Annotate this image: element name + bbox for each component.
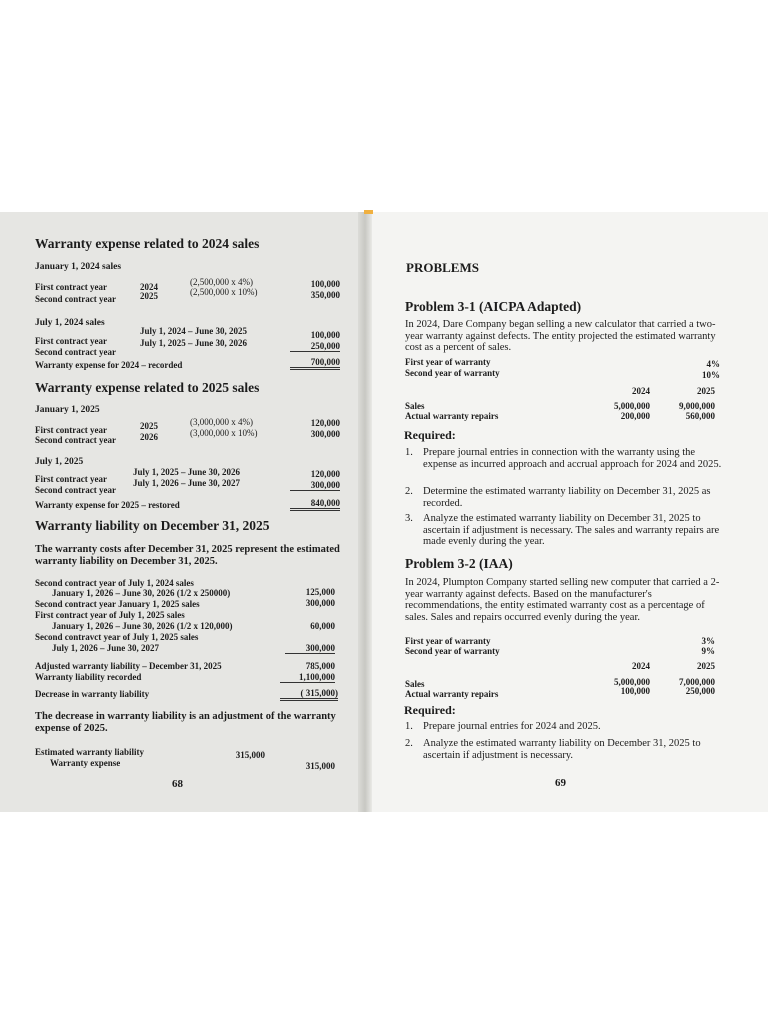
row-label: First contract year	[35, 474, 107, 484]
row-amount: 120,000	[310, 469, 340, 479]
entry-credit-account: Warranty expense	[50, 758, 121, 768]
total-2024-label: Warranty expense for 2024 – recorded	[35, 360, 183, 370]
table-cell: 100,000	[620, 686, 650, 696]
table-cell: 200,000	[620, 411, 650, 421]
jul-2024-sales-label: July 1, 2024 sales	[35, 318, 105, 328]
problem-3-1-title: Problem 3-1 (AICPA Adapted)	[405, 299, 582, 314]
row-year: 2025	[140, 291, 158, 301]
rate-value: 4%	[706, 359, 720, 369]
table-cell: 9,000,000	[679, 401, 715, 411]
req-number: 1.	[405, 447, 413, 458]
adjusted-liability-amount: 785,000	[305, 661, 335, 671]
liability-amount: 125,000	[305, 587, 335, 597]
jan-2025-label: January 1, 2025	[35, 405, 100, 415]
row-label: Second contract year	[35, 347, 116, 357]
column-header-2024: 2024	[632, 386, 650, 396]
column-header-2025: 2025	[697, 386, 715, 396]
row-label: Second contract year	[35, 294, 116, 304]
req-number: 2.	[405, 738, 413, 749]
table-row-label: Actual warranty repairs	[405, 689, 499, 699]
table-cell: 5,000,000	[614, 677, 650, 687]
liability-row: July 1, 2026 – June 30, 2027	[52, 643, 160, 653]
row-label: First contract year	[35, 282, 107, 292]
section-title-liability: Warranty liability on December 31, 2025	[35, 518, 270, 533]
requirement-text: Prepare journal entries for 2024 and 2025.	[423, 721, 601, 732]
row-label: First contract year	[35, 425, 107, 435]
row-calc: (2,500,000 x 4%)	[190, 277, 253, 287]
row-calc: (3,000,000 x 4%)	[190, 417, 253, 427]
jan-2024-sales-label: January 1, 2024 sales	[35, 262, 122, 272]
liability-amount: 300,000	[305, 598, 335, 608]
row-period: July 1, 2024 – June 30, 2025	[140, 326, 248, 336]
decrease-liability-label: Decrease in warranty liability	[35, 689, 150, 699]
row-period: July 1, 2026 – June 30, 2027	[133, 478, 241, 488]
jul-2025-label: July 1, 2025	[35, 457, 84, 467]
row-label: Second contract year	[35, 435, 116, 445]
adjusted-liability-label: Adjusted warranty liability – December 31, 2025	[35, 661, 222, 671]
rate-label: First year of warranty	[405, 357, 491, 367]
row-year: 2024	[140, 282, 158, 292]
req-number: 1.	[405, 721, 413, 732]
rate-label: Second year of warranty	[405, 646, 500, 656]
liability-paragraph: The warranty costs after December 31, 2025 represent the estimated warranty liability on December 31, 2025.	[35, 544, 340, 567]
row-calc: (2,500,000 x 10%)	[190, 287, 258, 297]
row-period: July 1, 2025 – June 30, 2026	[140, 338, 248, 348]
row-calc: (3,000,000 x 10%)	[190, 428, 258, 438]
total-2024-amount: 700,000	[290, 357, 340, 370]
row-amount: 100,000	[310, 330, 340, 340]
rate-value: 9%	[701, 646, 715, 656]
liability-row: Second contract year of July 1, 2024 sales	[35, 578, 194, 588]
decrease-paragraph: The decrease in warranty liability is an adjustment of the warranty expense of 2025.	[35, 711, 336, 734]
row-amount: 300,000	[290, 480, 340, 491]
liability-amount: 300,000	[285, 643, 335, 654]
row-amount: 350,000	[310, 290, 340, 300]
row-year: 2026	[140, 432, 158, 442]
requirement-text: Prepare journal entries in connection with the warranty using the expense as incurred approach and accrual approach for 2024 and 2025.	[423, 447, 722, 470]
row-amount: 250,000	[290, 341, 340, 352]
section-title-2025-sales: Warranty expense related to 2025 sales	[35, 380, 260, 395]
table-row-label: Sales	[405, 679, 425, 689]
entry-debit-amount: 315,000	[235, 750, 265, 760]
page-number-left: 68	[172, 778, 183, 790]
table-cell: 7,000,000	[679, 677, 715, 687]
book-gutter	[358, 212, 372, 812]
table-cell: 5,000,000	[614, 401, 650, 411]
table-row-label: Actual warranty repairs	[405, 411, 499, 421]
required-label: Required:	[404, 428, 456, 442]
table-row-label: Sales	[405, 401, 425, 411]
req-number: 3.	[405, 513, 413, 524]
liability-row: Second contract year January 1, 2025 sales	[35, 599, 200, 609]
liability-row: January 1, 2026 – June 30, 2026 (1/2 x 120,000)	[52, 621, 233, 631]
requirement-text: Determine the estimated warranty liability on December 31, 2025 as recorded.	[423, 486, 711, 509]
problem-3-2-intro: In 2024, Plumpton Company started selling new computer that carried a 2-year warranty against defects. Based on the manufacturer's recommendations, the entity estimated warranty cost as a percentage of sales. Sales and repairs occurred evenly during the year.	[405, 577, 720, 623]
recorded-liability-amount: 1,100,000	[280, 672, 335, 683]
rate-value: 10%	[702, 370, 720, 380]
recorded-liability-label: Warranty liability recorded	[35, 672, 142, 682]
total-2025-amount: 840,000	[290, 498, 340, 511]
requirement-text: Analyze the estimated warranty liability on December 31, 2025 to ascertain if adjustment is necessary. The sales and warranty repairs are made evenly during the year.	[423, 513, 720, 547]
rate-label: Second year of warranty	[405, 368, 500, 378]
requirement-text: Analyze the estimated warranty liability on December 31, 2025 to ascertain if adjustment is necessary.	[423, 738, 701, 761]
row-amount: 120,000	[310, 418, 340, 428]
section-title-2024-sales: Warranty expense related to 2024 sales	[35, 236, 260, 251]
required-label: Required:	[404, 703, 456, 717]
row-period: July 1, 2025 – June 30, 2026	[133, 467, 241, 477]
problem-3-2-title: Problem 3-2 (IAA)	[405, 556, 513, 571]
row-label: Second contract year	[35, 485, 116, 495]
row-label: First contract year	[35, 336, 107, 346]
liability-row: January 1, 2026 – June 30, 2026 (1/2 x 250000)	[52, 588, 231, 598]
column-header-2024: 2024	[632, 661, 650, 671]
page-tab-marker	[364, 210, 373, 214]
problems-heading: PROBLEMS	[406, 260, 479, 275]
total-2025-label: Warranty expense for 2025 – restored	[35, 500, 180, 510]
table-cell: 250,000	[685, 686, 715, 696]
entry-debit-account: Estimated warranty liability	[35, 747, 144, 757]
row-year: 2025	[140, 421, 158, 431]
rate-value: 3%	[701, 636, 715, 646]
liability-row: First contract year of July 1, 2025 sales	[35, 610, 185, 620]
column-header-2025: 2025	[697, 661, 715, 671]
req-number: 2.	[405, 486, 413, 497]
row-amount: 300,000	[310, 429, 340, 439]
table-cell: 560,000	[685, 411, 715, 421]
row-amount: 100,000	[310, 279, 340, 289]
entry-credit-amount: 315,000	[305, 761, 335, 771]
liability-row: Second contravct year of July 1, 2025 sales	[35, 632, 199, 642]
problem-3-1-intro: In 2024, Dare Company began selling a new calculator that carried a two-year warranty against defects. The entity projected the estimated warranty cost as a percent of sales.	[405, 319, 716, 353]
page-number-right: 69	[555, 777, 566, 789]
decrease-liability-amount: ( 315,000)	[280, 688, 338, 701]
rate-label: First year of warranty	[405, 636, 491, 646]
liability-amount: 60,000	[310, 621, 335, 631]
